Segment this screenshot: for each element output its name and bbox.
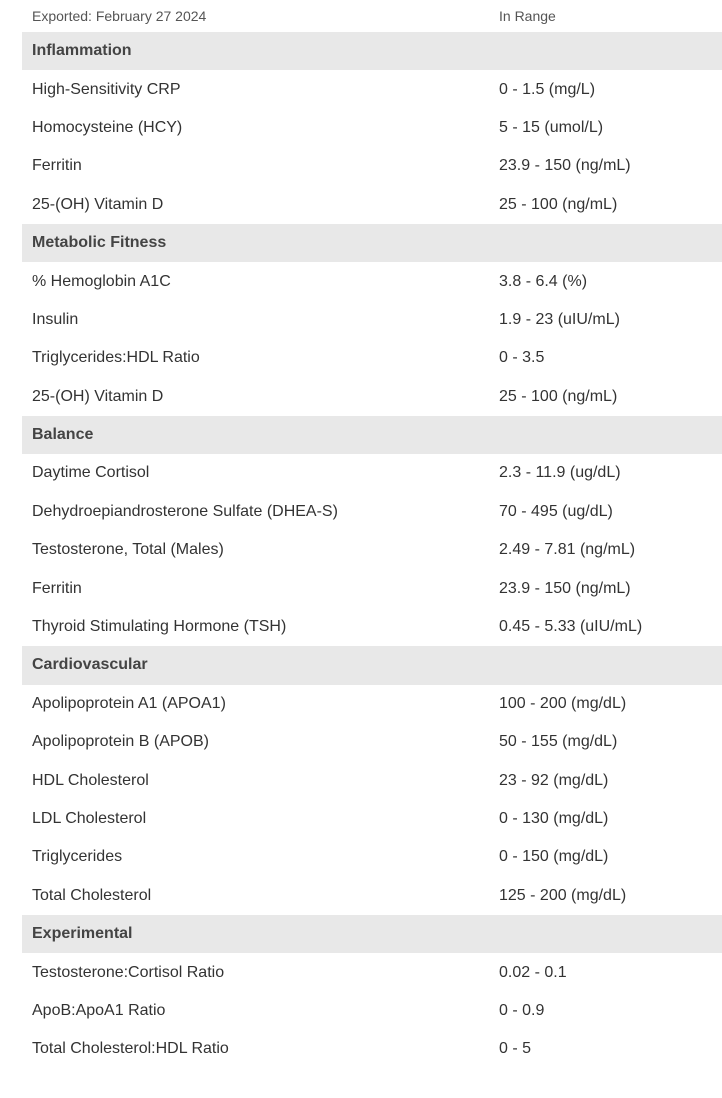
biomarker-name: Total Cholesterol [32, 886, 152, 904]
reference-range: 0 - 3.5 [499, 349, 545, 367]
reference-range: 0 - 5 [499, 1040, 532, 1058]
section-title: Metabolic Fitness [32, 234, 167, 252]
section-title: Balance [32, 426, 94, 444]
section-title: Inflammation [32, 42, 132, 60]
biomarker-name: Apolipoprotein A1 (APOA1) [32, 694, 226, 712]
biomarker-name: Ferritin [32, 579, 82, 597]
biomarker-name: Triglycerides:HDL Ratio [32, 349, 200, 367]
reference-range: 0 - 130 (mg/dL) [499, 810, 609, 827]
table-row [22, 262, 722, 300]
reference-range: 0.45 - 5.33 (uIU/mL) [499, 618, 643, 636]
reference-range: 23.9 - 150 (ng/mL) [499, 157, 631, 175]
table-row [22, 685, 722, 723]
biomarker-name: % Hemoglobin A1C [32, 272, 171, 290]
reference-range: 2.3 - 11.9 (ug/dL) [499, 464, 621, 482]
biomarker-name: ApoB:ApoA1 Ratio [32, 1001, 166, 1019]
table-row [22, 723, 722, 761]
table-row [22, 761, 722, 799]
section-title: Cardiovascular [32, 656, 148, 674]
table-row [22, 838, 722, 876]
table-row [22, 493, 722, 531]
sections-container [22, 32, 722, 1069]
biomarker-name: 25-(OH) Vitamin D [32, 387, 164, 405]
section-header-cardiovascular [22, 646, 722, 684]
table-row [22, 186, 722, 224]
export-date: Exported: February 27 2024 [32, 8, 207, 24]
section-header-inflammation [22, 32, 722, 70]
reference-range: 23.9 - 150 (ng/mL) [499, 579, 631, 597]
reference-range: 25 - 100 (ng/mL) [499, 387, 618, 405]
biomarker-name: Apolipoprotein B (APOB) [32, 733, 209, 751]
biomarker-name: Total Cholesterol:HDL Ratio [32, 1040, 229, 1058]
reference-range: 0 - 1.5 (mg/L) [499, 80, 596, 98]
table-row [22, 109, 722, 147]
reference-range: 50 - 155 (mg/dL) [499, 733, 618, 751]
biomarker-name: Thyroid Stimulating Hormone (TSH) [32, 618, 287, 636]
biomarker-name: Homocysteine (HCY) [32, 118, 183, 136]
reference-range: 2.49 - 7.81 (ng/mL) [499, 541, 636, 559]
table-row [22, 992, 722, 1030]
biomarker-name: LDL Cholesterol [32, 810, 147, 827]
reference-range: 0.02 - 0.1 [499, 963, 567, 981]
section-header-metabolic-fitness [22, 224, 722, 262]
table-row [22, 531, 722, 569]
biomarker-name: Testosterone, Total (Males) [32, 541, 224, 559]
reference-range: 0 - 150 (mg/dL) [499, 848, 609, 866]
reference-range: 70 - 495 (ug/dL) [499, 502, 613, 520]
biomarker-name: 25-(OH) Vitamin D [32, 195, 164, 213]
biomarker-name: Daytime Cortisol [32, 464, 150, 482]
reference-range: 25 - 100 (ng/mL) [499, 195, 618, 213]
table-row [22, 378, 722, 416]
table-row [22, 1030, 722, 1068]
biomarker-name: Insulin [32, 310, 79, 328]
reference-range: 100 - 200 (mg/dL) [499, 694, 627, 712]
section-header-balance [22, 416, 722, 454]
table-row [22, 147, 722, 185]
biomarker-name: Ferritin [32, 157, 82, 175]
reference-range: 23 - 92 (mg/dL) [499, 771, 609, 789]
biomarker-name: HDL Cholesterol [32, 771, 149, 789]
biomarker-name: Dehydroepiandrosterone Sulfate (DHEA-S) [32, 502, 338, 520]
table-row [22, 339, 722, 377]
section-title: Experimental [32, 925, 133, 943]
table-row [22, 953, 722, 991]
biomarker-report [22, 0, 722, 1069]
biomarker-name: Testosterone:Cortisol Ratio [32, 963, 225, 981]
reference-range: 125 - 200 (mg/dL) [499, 886, 627, 904]
table-row [22, 800, 722, 838]
reference-range: 3.8 - 6.4 (%) [499, 272, 588, 290]
reference-range: 1.9 - 23 (uIU/mL) [499, 310, 620, 328]
table-row [22, 569, 722, 607]
table-row [22, 454, 722, 492]
table-row [22, 70, 722, 108]
table-row [22, 608, 722, 646]
range-column-heading: In Range [499, 8, 556, 24]
reference-range: 0 - 0.9 [499, 1001, 545, 1019]
biomarker-name: Triglycerides [32, 848, 123, 866]
section-header-experimental [22, 915, 722, 953]
biomarker-name: High-Sensitivity CRP [32, 80, 181, 98]
reference-range: 5 - 15 (umol/L) [499, 118, 604, 136]
report-header-row [22, 0, 722, 32]
table-row [22, 301, 722, 339]
table-row [22, 877, 722, 915]
